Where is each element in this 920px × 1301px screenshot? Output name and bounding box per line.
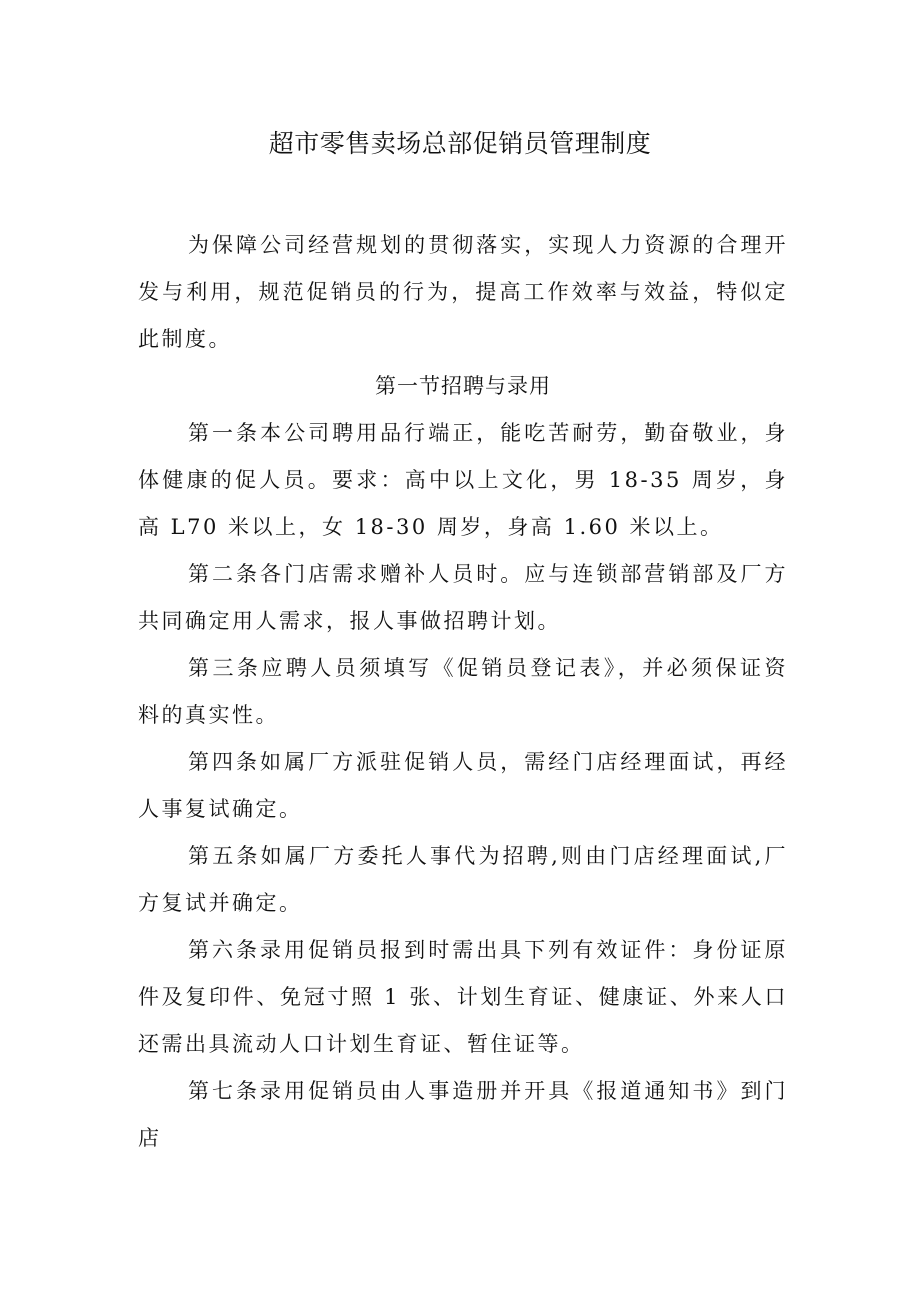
article-2: 第二条各门店需求赠补人员时。应与连锁部营销部及厂方共同确定用人需求，报人事做招聘计划。 bbox=[138, 562, 788, 633]
section-heading: 第一节招聘与录用 bbox=[375, 374, 551, 398]
article-1: 第一条本公司聘用品行端正，能吃苦耐劳，勤奋敬业，身体健康的促人员。要求：高中以上文化，男 18-35 周岁，身高 L70 米以上，女 18-30 周岁，身高 1.60 米以上。 bbox=[138, 421, 788, 539]
article-3: 第三条应聘人员须填写《促销员登记表》，并必须保证资料的真实性。 bbox=[138, 656, 788, 727]
article-7: 第七条录用促销员由人事造册并开具《报道通知书》到门店 bbox=[138, 1079, 788, 1150]
article-5: 第五条如属厂方委托人事代为招聘,则由门店经理面试,厂方复试并确定。 bbox=[138, 844, 788, 915]
article-4: 第四条如属厂方派驻促销人员，需经门店经理面试，再经人事复试确定。 bbox=[138, 750, 788, 821]
document-title: 超市零售卖场总部促销员管理制度 bbox=[268, 129, 652, 158]
document-body bbox=[138, 222, 788, 1162]
intro-paragraph: 为保障公司经营规划的贯彻落实，实现人力资源的合理开发与利用，规范促销员的行为，提高工作效率与效益，特似定此制度。 bbox=[138, 233, 788, 351]
article-6: 第六条录用促销员报到时需出具下列有效证件：身份证原件及复印件、免冠寸照 1 张、计划生育证、健康证、外来人口还需出具流动人口计划生育证、暂住证等。 bbox=[138, 938, 788, 1056]
